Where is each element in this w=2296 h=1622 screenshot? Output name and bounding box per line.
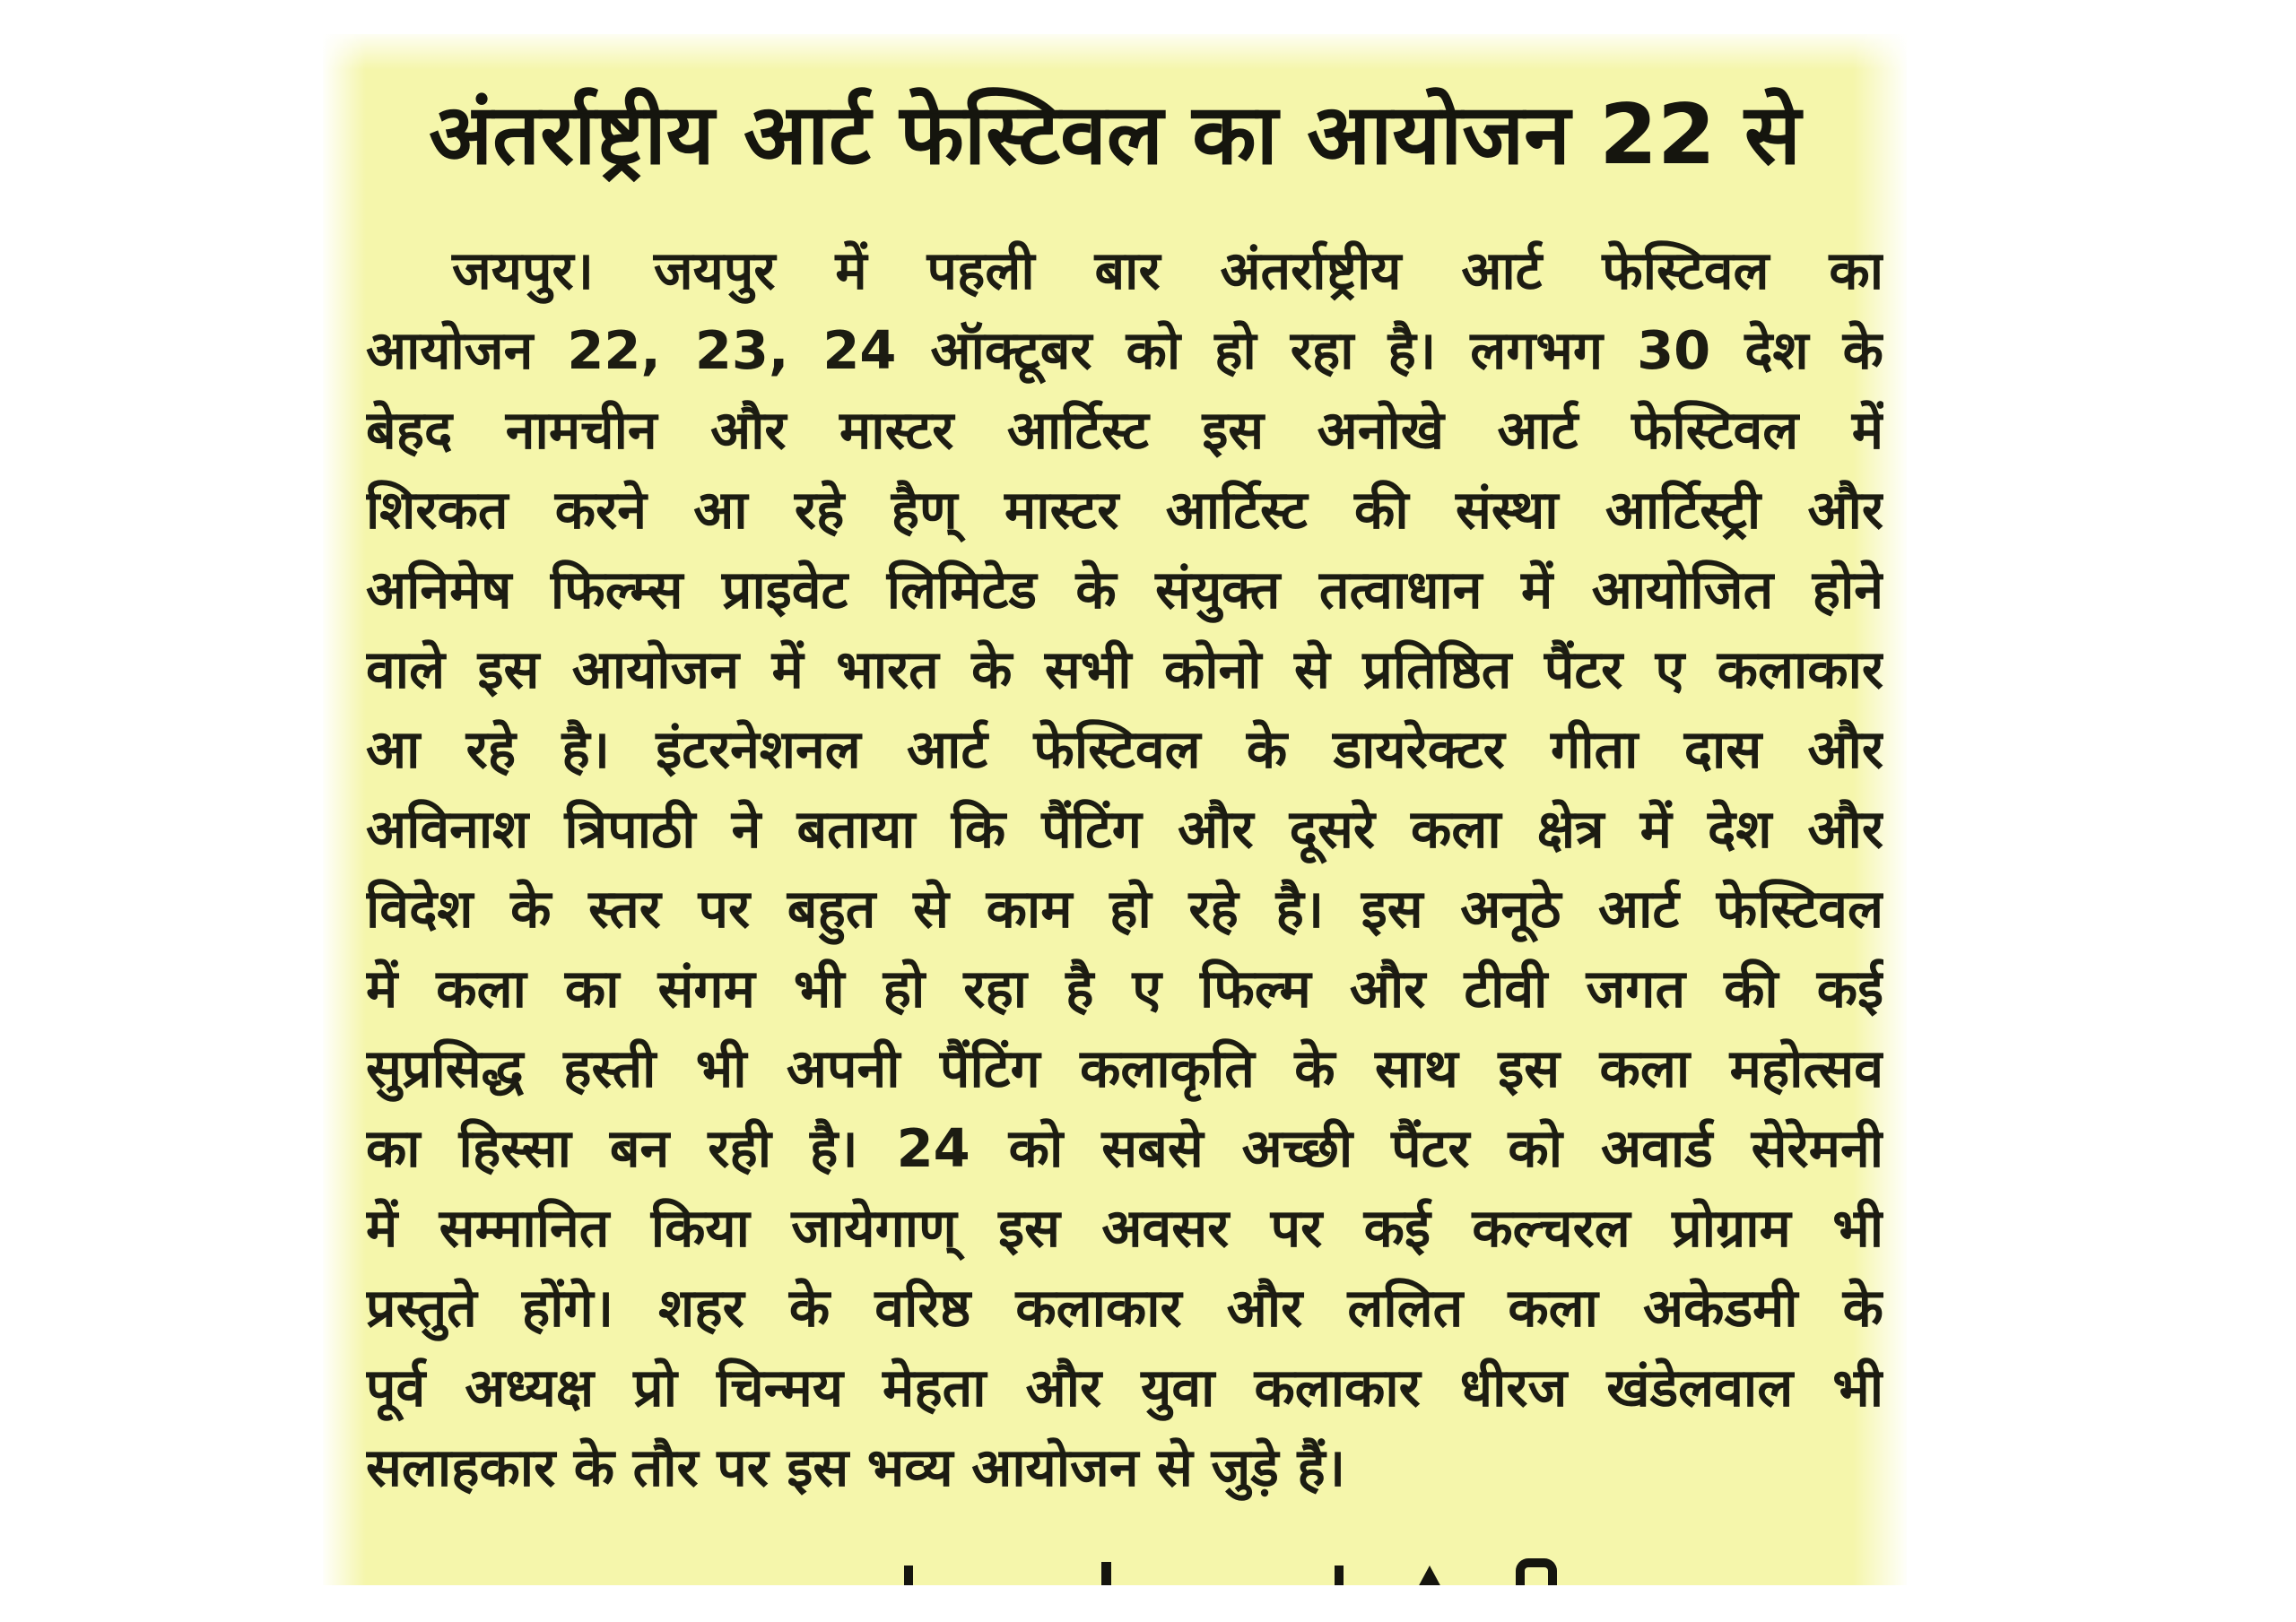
article-line: प्रस्तुते होंगे। शहर के वरिष्ठ कलाकार और ललित कला अकेडमी के [366,1276,1883,1339]
letter-fragment [1417,1566,1442,1585]
article-line: विदेश के स्तर पर बहुत से काम हो रहे है। इस अनूठे आर्ट फेस्टिवल [366,877,1883,940]
newspaper-clipping [323,34,1907,1585]
article-line: में कला का संगम भी हो रहा है ए फिल्म और टीवी जगत की कई [366,957,1883,1019]
article-line: आयोजन 22, 23, 24 ऑक्टूबर को हो रहा है। लगभग 30 देश के [366,318,1883,381]
letter-fragment [904,1566,913,1585]
article-line: वाले इस आयोजन में भारत के सभी कोनो से प्रतिष्ठित पैंटर ए कलाकार [366,638,1883,700]
article-line: जयपुर। जयपुर में पहली बार अंतर्राष्ट्रीय आर्ट फेस्टिवल का [452,239,1883,301]
article-line: पूर्व अध्यक्ष प्रो चिन्मय मेहता और युवा कलाकार धीरज खंडेलवाल भी [366,1356,1883,1418]
article-line: शिरकत करने आ रहे हैण् मास्टर आर्टिस्ट की संस्था आर्टिस्ट्री और [366,478,1883,541]
article-line: का हिस्सा बन रही है। 24 को सबसे अच्छी पैंटर को अवार्ड सेरेमनी [366,1116,1883,1179]
article-line: अनिमेष फिल्म्स प्राइवेट लिमिटेड के संयुक्त तत्वाधान में आयोजित होने [366,558,1883,620]
letter-fragment [1335,1566,1344,1585]
letter-fragment [1516,1558,1557,1585]
article-body [323,230,1907,1507]
article-headline: अंतर्राष्ट्रीय आर्ट फेस्टिवल का आयोजन 22 से [429,86,1801,183]
article-line: सुप्रसिद्ध हस्ती भी अपनी पैंटिंग कलाकृति के साथ इस कला महोत्सव [366,1037,1883,1099]
article-line: में सम्मानित किया जायेगाण् इस अवसर पर कई कल्चरल प्रोग्राम भी [366,1196,1883,1259]
article-line: अविनाश त्रिपाठी ने बताया कि पैंटिंग और दूसरे कला क्षेत्र में देश और [366,797,1883,860]
article-line: बेहद नामचीन और मास्टर आर्टिस्ट इस अनोखे आर्ट फेस्टिवल में [366,398,1883,461]
letter-fragment [1101,1562,1111,1585]
article-line: सलाहकार के तौर पर इस भव्य आयोजन से जुड़े हैं। [366,1436,1346,1498]
article-line: आ रहे है। इंटरनेशनल आर्ट फेस्टिवल के डायरेक्टर गीता दास और [366,717,1883,780]
cropped-next-line-fragments [323,1558,1907,1585]
